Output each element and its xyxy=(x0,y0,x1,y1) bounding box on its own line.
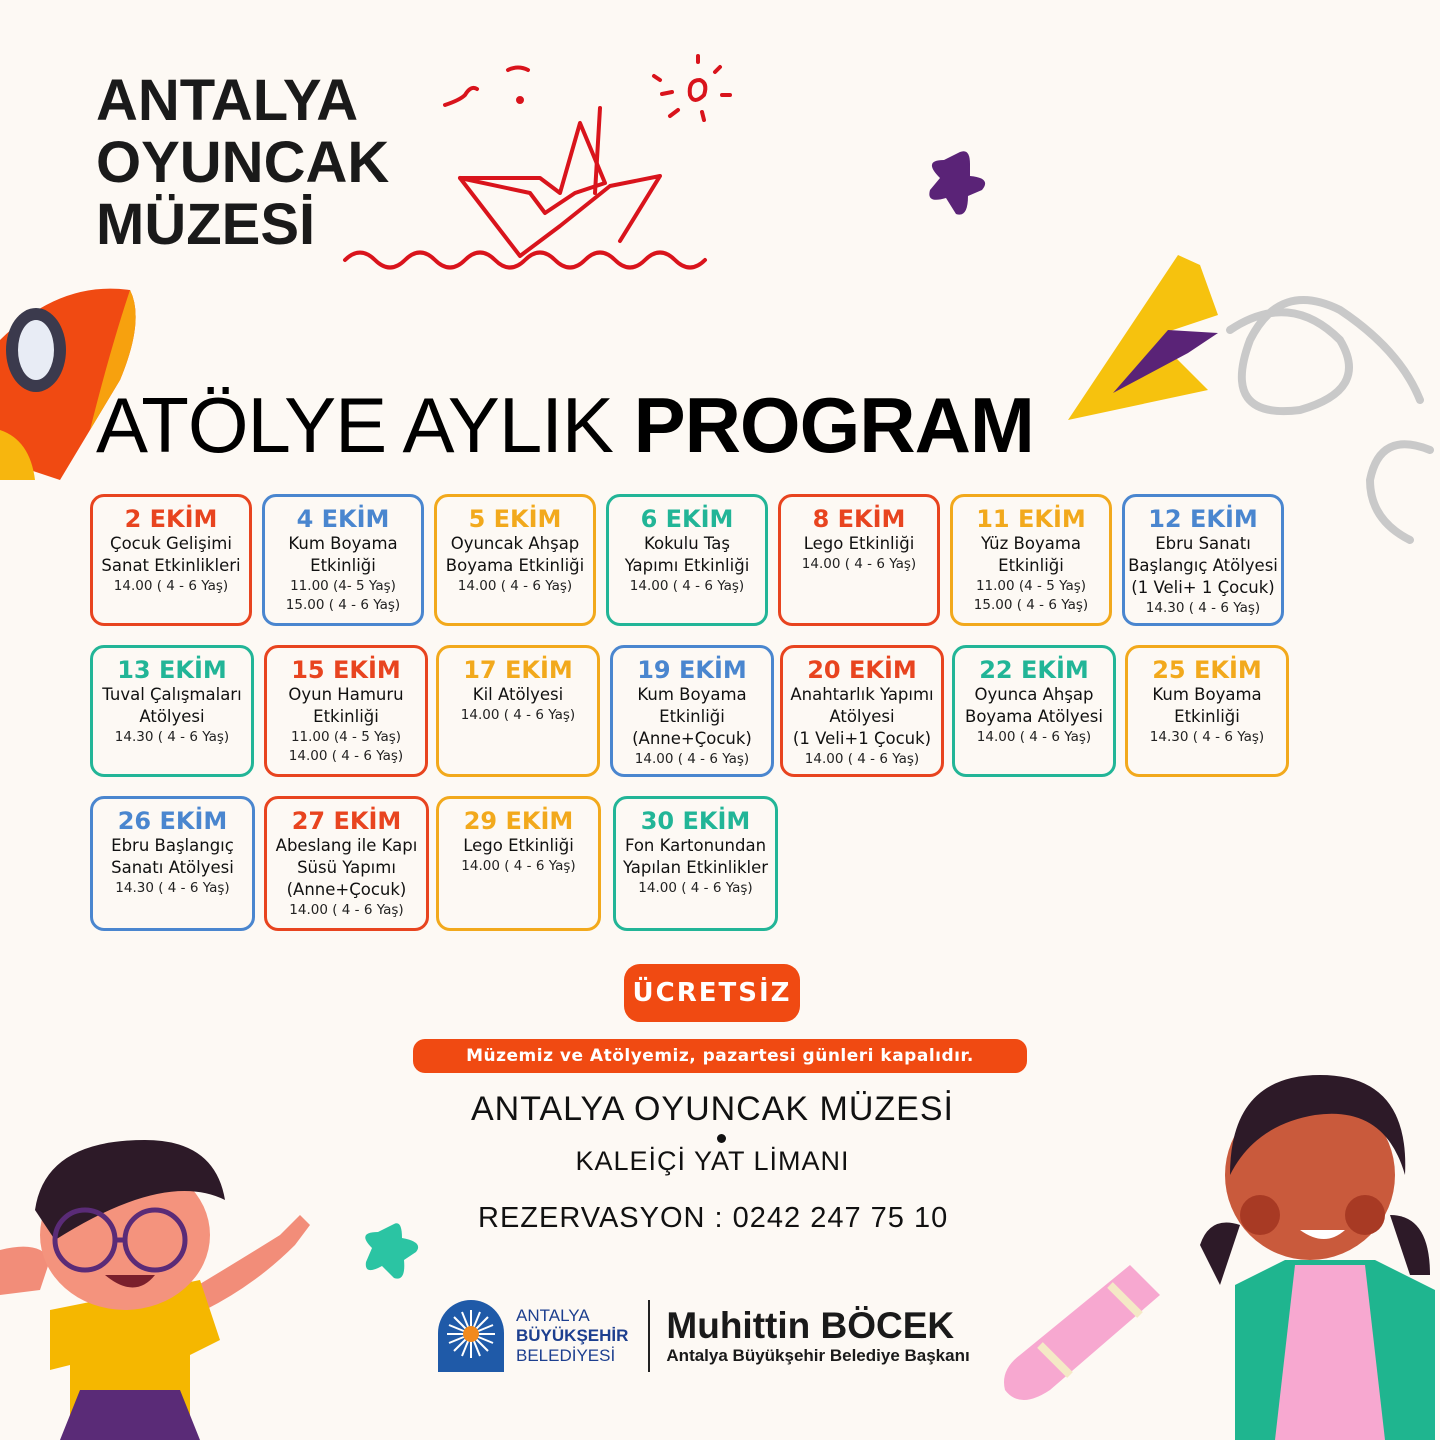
museum-name: ANTALYA OYUNCAK MÜZESİ xyxy=(471,1090,954,1128)
event-title: Etkinliği xyxy=(313,707,379,726)
mayor-title: Antalya Büyükşehir Belediye Başkanı xyxy=(666,1346,970,1365)
program-title xyxy=(96,380,1034,470)
event-time: 14.00 ( 4 - 6 Yaş) xyxy=(113,578,229,594)
event-title: Oyuncak Ahşap xyxy=(450,534,580,553)
purple-star-icon xyxy=(918,148,990,218)
municipality-name xyxy=(516,1306,628,1366)
divider xyxy=(648,1300,650,1372)
paper-boat-icon xyxy=(340,50,760,270)
event-time: 14.00 ( 4 - 6 Yaş) xyxy=(460,707,576,723)
event-date: 4 EKİM xyxy=(296,505,390,533)
mayor-block xyxy=(666,1306,969,1366)
event-title: Yapımı Etkinliği xyxy=(624,556,750,575)
event-title: Boyama Etkinliği xyxy=(445,556,585,575)
event-card xyxy=(90,494,252,626)
free-badge: ÜCRETSİZ xyxy=(624,964,800,1022)
crayon-icon xyxy=(1000,1260,1165,1400)
event-time: 14.00 ( 4 - 6 Yaş) xyxy=(638,880,753,896)
event-time: 11.00 (4- 5 Yaş) xyxy=(290,578,396,594)
event-time: 11.00 (4 - 5 Yaş) xyxy=(290,729,402,745)
event-time: 14.00 ( 4 - 6 Yaş) xyxy=(976,729,1092,745)
event-card xyxy=(613,796,778,931)
event-time: 14.30 ( 4 - 6 Yaş) xyxy=(1149,729,1265,745)
event-time: 14.00 ( 4 - 6 Yaş) xyxy=(461,858,576,874)
event-title: Kum Boyama xyxy=(637,685,747,704)
event-time: 14.30 ( 4 - 6 Yaş) xyxy=(115,880,230,896)
event-title: Yapılan Etkinlikler xyxy=(622,858,769,877)
event-title: Tuval Çalışmaları xyxy=(102,685,242,704)
brand-line: ANTALYA xyxy=(96,68,359,133)
event-card xyxy=(610,645,774,777)
event-title: Kum Boyama xyxy=(1152,685,1262,704)
event-time: 11.00 (4 - 5 Yaş) xyxy=(975,578,1087,594)
event-card xyxy=(1125,645,1289,777)
event-time: 14.00 ( 4 - 6 Yaş) xyxy=(801,556,917,572)
event-card xyxy=(90,645,254,777)
event-title: Çocuk Gelişimi xyxy=(110,534,232,553)
reservation-phone[interactable]: REZERVASYON : 0242 247 75 10 xyxy=(478,1202,949,1234)
logo-line: BELEDİYESİ xyxy=(516,1346,616,1365)
brand-line: OYUNCAK xyxy=(96,130,390,195)
event-title: Kokulu Taş xyxy=(644,534,730,553)
event-title: Lego Etkinliği xyxy=(463,836,574,855)
event-card xyxy=(434,494,596,626)
event-title: Lego Etkinliği xyxy=(803,534,915,553)
event-date: 22 EKİM xyxy=(979,656,1089,684)
girl-illustration-icon xyxy=(1200,1065,1440,1440)
event-title: Oyunca Ahşap xyxy=(974,685,1094,704)
event-title: Başlangıç Atölyesi xyxy=(1128,556,1278,575)
event-title: Ebru Başlangıç xyxy=(111,836,234,855)
location: KALEİÇİ YAT LİMANI xyxy=(575,1146,850,1176)
event-date: 8 EKİM xyxy=(812,505,906,533)
program-title-light: ATÖLYE AYLIK xyxy=(96,381,613,469)
logo-line: BÜYÜKŞEHİR xyxy=(516,1326,629,1345)
event-date: 26 EKİM xyxy=(117,807,228,835)
event-date: 19 EKİM xyxy=(637,656,747,684)
event-date: 15 EKİM xyxy=(291,656,401,684)
event-title: Süsü Yapımı xyxy=(297,858,396,877)
event-title: Etkinliği xyxy=(998,556,1064,575)
event-time: 14.30 ( 4 - 6 Yaş) xyxy=(1145,600,1261,616)
separator-dot xyxy=(717,1134,726,1143)
event-card xyxy=(1122,494,1284,626)
event-time: 14.30 ( 4 - 6 Yaş) xyxy=(114,729,230,745)
event-title: Etkinliği xyxy=(659,707,725,726)
event-card xyxy=(778,494,940,626)
boy-illustration-icon xyxy=(0,1140,320,1440)
event-title: Fon Kartonundan xyxy=(624,836,767,855)
event-title: Atölyesi xyxy=(829,707,895,726)
event-date: 13 EKİM xyxy=(117,656,227,684)
event-date: 11 EKİM xyxy=(976,505,1086,533)
event-time: 14.00 ( 4 - 6 Yaş) xyxy=(804,751,920,767)
event-card xyxy=(606,494,768,626)
event-title: Ebru Sanatı xyxy=(1155,534,1251,553)
event-title: Abeslang ile Kapı xyxy=(275,836,418,855)
event-time: 15.00 ( 4 - 6 Yaş) xyxy=(285,597,401,613)
event-date: 17 EKİM xyxy=(463,656,573,684)
event-title: (1 Veli+1 Çocuk) xyxy=(792,729,932,748)
event-card xyxy=(950,494,1112,626)
event-date: 30 EKİM xyxy=(640,807,751,835)
event-time: 14.00 ( 4 - 6 Yaş) xyxy=(629,578,745,594)
event-title: Kum Boyama xyxy=(288,534,398,553)
event-title: (1 Veli+ 1 Çocuk) xyxy=(1131,578,1275,597)
event-date: 6 EKİM xyxy=(640,505,734,533)
event-title: Etkinliği xyxy=(310,556,376,575)
event-title: Yüz Boyama xyxy=(980,534,1082,553)
event-title: Anahtarlık Yapımı xyxy=(790,685,934,704)
event-time: 15.00 ( 4 - 6 Yaş) xyxy=(973,597,1089,613)
event-title: Kil Atölyesi xyxy=(472,685,564,704)
program-title-bold: PROGRAM xyxy=(633,381,1034,469)
event-title: Etkinliği xyxy=(1174,707,1240,726)
event-card xyxy=(436,645,600,777)
closed-days-note: Müzemiz ve Atölyemiz, pazartesi günleri kapalıdır. xyxy=(413,1039,1027,1073)
event-title: (Anne+Çocuk) xyxy=(286,880,407,899)
event-title: Sanatı Atölyesi xyxy=(111,858,234,877)
footer-logos xyxy=(438,1296,970,1376)
event-title: Oyun Hamuru xyxy=(288,685,404,704)
event-card xyxy=(264,796,429,931)
municipality-logo-icon xyxy=(438,1300,504,1372)
event-card xyxy=(264,645,428,777)
event-card xyxy=(90,796,255,931)
event-title: Atölyesi xyxy=(139,707,205,726)
event-date: 12 EKİM xyxy=(1148,505,1258,533)
event-date: 29 EKİM xyxy=(463,807,574,835)
event-date: 20 EKİM xyxy=(807,656,917,684)
event-time: 14.00 ( 4 - 6 Yaş) xyxy=(634,751,750,767)
event-date: 5 EKİM xyxy=(468,505,562,533)
mayor-name: Muhittin BÖCEK xyxy=(666,1305,955,1346)
event-title: (Anne+Çocuk) xyxy=(632,729,752,748)
event-card xyxy=(780,645,944,777)
event-card xyxy=(262,494,424,626)
brand-line: MÜZESİ xyxy=(96,192,316,257)
event-card xyxy=(952,645,1116,777)
event-card xyxy=(436,796,601,931)
event-title: Boyama Atölyesi xyxy=(965,707,1103,726)
event-time: 14.00 ( 4 - 6 Yaş) xyxy=(289,902,404,918)
logo-line: ANTALYA xyxy=(516,1306,590,1325)
event-date: 2 EKİM xyxy=(124,505,218,533)
event-date: 27 EKİM xyxy=(291,807,402,835)
event-time: 14.00 ( 4 - 6 Yaş) xyxy=(288,748,404,764)
event-time: 14.00 ( 4 - 6 Yaş) xyxy=(457,578,573,594)
teal-star-icon xyxy=(350,1220,425,1295)
event-title: Sanat Etkinlikleri xyxy=(101,556,241,575)
event-date: 25 EKİM xyxy=(1152,656,1262,684)
